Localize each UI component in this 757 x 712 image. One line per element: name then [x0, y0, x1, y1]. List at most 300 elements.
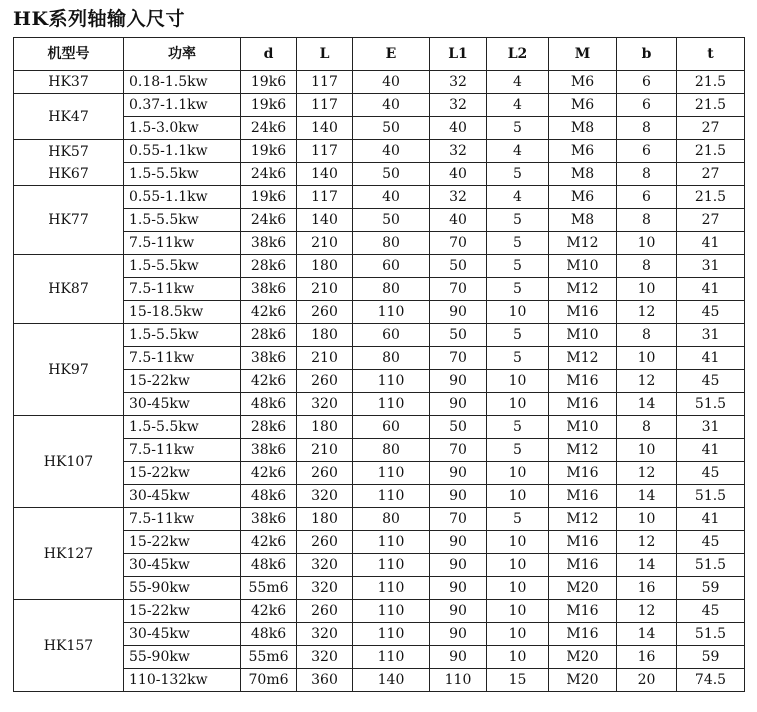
cell-m: M6: [549, 186, 617, 209]
cell-b: 14: [617, 623, 677, 646]
cell-l1: 90: [430, 393, 487, 416]
cell-b: 12: [617, 462, 677, 485]
cell-l2: 5: [487, 347, 549, 370]
header-cell-l2: L2: [487, 38, 549, 71]
table-row: [14, 439, 745, 462]
cell-m: M6: [549, 94, 617, 117]
cell-l1: 50: [430, 324, 487, 347]
cell-l1: 32: [430, 94, 487, 117]
cell-power: 15-22kw: [124, 600, 241, 623]
cell-m: M6: [549, 71, 617, 94]
cell-b: 6: [617, 71, 677, 94]
cell-l2: 5: [487, 439, 549, 462]
cell-d: 19k6: [241, 71, 297, 94]
cell-l: 140: [297, 209, 353, 232]
table-row: [14, 347, 745, 370]
cell-l1: 90: [430, 600, 487, 623]
cell-d: 28k6: [241, 416, 297, 439]
table-row: [14, 370, 745, 393]
model-cell: [14, 255, 124, 324]
table-row: [14, 140, 745, 163]
cell-e: 80: [353, 347, 430, 370]
cell-d: 42k6: [241, 301, 297, 324]
cell-t: 45: [677, 301, 745, 324]
cell-t: 21.5: [677, 94, 745, 117]
cell-m: M16: [549, 393, 617, 416]
table-row: [14, 646, 745, 669]
cell-l1: 50: [430, 255, 487, 278]
cell-m: M16: [549, 485, 617, 508]
cell-l: 210: [297, 347, 353, 370]
cell-l1: 70: [430, 439, 487, 462]
table-row: [14, 393, 745, 416]
cell-l: 180: [297, 324, 353, 347]
cell-l: 140: [297, 117, 353, 140]
cell-t: 59: [677, 577, 745, 600]
cell-m: M16: [549, 370, 617, 393]
cell-m: M12: [549, 508, 617, 531]
table-row: [14, 554, 745, 577]
header-cell-d: d: [241, 38, 297, 71]
cell-l1: 90: [430, 554, 487, 577]
cell-b: 12: [617, 600, 677, 623]
cell-l1: 90: [430, 531, 487, 554]
cell-d: 38k6: [241, 439, 297, 462]
cell-l2: 4: [487, 94, 549, 117]
cell-b: 12: [617, 531, 677, 554]
cell-l2: 10: [487, 301, 549, 324]
cell-e: 80: [353, 232, 430, 255]
model-name: HK57: [48, 143, 89, 160]
cell-power: 7.5-11kw: [124, 347, 241, 370]
cell-b: 20: [617, 669, 677, 692]
cell-d: 38k6: [241, 347, 297, 370]
cell-l: 180: [297, 416, 353, 439]
cell-l2: 10: [487, 554, 549, 577]
model-cell: [14, 324, 124, 416]
cell-l2: 5: [487, 324, 549, 347]
cell-m: M10: [549, 255, 617, 278]
table-row: [14, 163, 745, 186]
cell-power: 0.18-1.5kw: [124, 71, 241, 94]
cell-l: 117: [297, 140, 353, 163]
cell-b: 8: [617, 255, 677, 278]
cell-l1: 32: [430, 71, 487, 94]
model-name: HK127: [43, 545, 94, 562]
cell-power: 1.5-5.5kw: [124, 209, 241, 232]
cell-t: 41: [677, 508, 745, 531]
cell-t: 51.5: [677, 485, 745, 508]
cell-m: M12: [549, 439, 617, 462]
page-title: HK系列轴输入尺寸: [13, 8, 185, 30]
cell-power: 15-22kw: [124, 370, 241, 393]
cell-d: 48k6: [241, 393, 297, 416]
model-cell: [14, 71, 124, 94]
cell-b: 12: [617, 370, 677, 393]
cell-d: 55m6: [241, 646, 297, 669]
cell-l2: 10: [487, 462, 549, 485]
cell-t: 41: [677, 439, 745, 462]
cell-t: 45: [677, 462, 745, 485]
cell-l: 320: [297, 554, 353, 577]
cell-e: 110: [353, 623, 430, 646]
cell-m: M16: [549, 531, 617, 554]
cell-l: 117: [297, 186, 353, 209]
cell-e: 50: [353, 163, 430, 186]
model-name: HK87: [48, 281, 89, 297]
cell-e: 40: [353, 140, 430, 163]
table-row: [14, 186, 745, 209]
model-name: HK97: [48, 361, 89, 378]
cell-l2: 10: [487, 600, 549, 623]
cell-power: 55-90kw: [124, 577, 241, 600]
model-name: HK67: [48, 165, 89, 182]
cell-t: 45: [677, 600, 745, 623]
cell-b: 10: [617, 347, 677, 370]
cell-l2: 5: [487, 508, 549, 531]
cell-power: 15-22kw: [124, 462, 241, 485]
header-row: [14, 38, 745, 71]
cell-power: 1.5-5.5kw: [124, 163, 241, 186]
cell-b: 14: [617, 554, 677, 577]
cell-l1: 40: [430, 163, 487, 186]
cell-e: 80: [353, 439, 430, 462]
cell-b: 6: [617, 140, 677, 163]
model-name: HK77: [48, 212, 89, 228]
cell-e: 110: [353, 646, 430, 669]
cell-t: 45: [677, 370, 745, 393]
cell-m: M10: [549, 416, 617, 439]
cell-l1: 50: [430, 416, 487, 439]
cell-l1: 70: [430, 278, 487, 301]
header-cell-l1: L1: [430, 38, 487, 71]
cell-power: 0.55-1.1kw: [124, 140, 241, 163]
model-cell: [14, 600, 124, 692]
cell-e: 140: [353, 669, 430, 692]
cell-d: 70m6: [241, 669, 297, 692]
cell-l: 320: [297, 393, 353, 416]
cell-l1: 110: [430, 669, 487, 692]
table-row: [14, 71, 745, 94]
cell-l1: 90: [430, 301, 487, 324]
cell-l2: 15: [487, 669, 549, 692]
cell-power: 30-45kw: [124, 393, 241, 416]
cell-l1: 70: [430, 232, 487, 255]
cell-l2: 5: [487, 163, 549, 186]
cell-power: 15-22kw: [124, 531, 241, 554]
cell-e: 60: [353, 416, 430, 439]
cell-power: 0.55-1.1kw: [124, 186, 241, 209]
cell-e: 40: [353, 94, 430, 117]
table-row: [14, 209, 745, 232]
cell-power: 1.5-3.0kw: [124, 117, 241, 140]
cell-m: M20: [549, 646, 617, 669]
cell-b: 16: [617, 577, 677, 600]
cell-t: 27: [677, 117, 745, 140]
cell-l2: 5: [487, 416, 549, 439]
cell-l: 260: [297, 301, 353, 324]
cell-l1: 32: [430, 186, 487, 209]
cell-l: 320: [297, 485, 353, 508]
cell-power: 7.5-11kw: [124, 439, 241, 462]
cell-power: 30-45kw: [124, 554, 241, 577]
model-cell: [14, 508, 124, 600]
cell-l1: 90: [430, 577, 487, 600]
cell-d: 38k6: [241, 508, 297, 531]
cell-e: 110: [353, 485, 430, 508]
cell-m: M8: [549, 117, 617, 140]
cell-e: 110: [353, 600, 430, 623]
model-name: HK157: [43, 637, 94, 654]
cell-l2: 5: [487, 255, 549, 278]
table-row: [14, 232, 745, 255]
cell-b: 14: [617, 393, 677, 416]
cell-l2: 10: [487, 646, 549, 669]
table-row: [14, 117, 745, 140]
cell-power: 1.5-5.5kw: [124, 324, 241, 347]
cell-l1: 70: [430, 347, 487, 370]
cell-l2: 10: [487, 623, 549, 646]
cell-l: 140: [297, 163, 353, 186]
cell-d: 38k6: [241, 232, 297, 255]
cell-d: 24k6: [241, 209, 297, 232]
table-row: [14, 577, 745, 600]
table-row: [14, 669, 745, 692]
cell-l1: 90: [430, 646, 487, 669]
cell-l: 320: [297, 623, 353, 646]
cell-l: 210: [297, 232, 353, 255]
cell-power: 7.5-11kw: [124, 232, 241, 255]
cell-l2: 5: [487, 278, 549, 301]
cell-t: 74.5: [677, 669, 745, 692]
cell-d: 24k6: [241, 163, 297, 186]
cell-b: 10: [617, 278, 677, 301]
cell-m: M16: [549, 462, 617, 485]
cell-power: 1.5-5.5kw: [124, 255, 241, 278]
cell-l: 210: [297, 439, 353, 462]
cell-m: M16: [549, 623, 617, 646]
header-cell-model: 机型号: [14, 38, 124, 71]
header-cell-e: E: [353, 38, 430, 71]
cell-l2: 10: [487, 393, 549, 416]
table-row: [14, 301, 745, 324]
cell-l1: 90: [430, 462, 487, 485]
cell-l: 117: [297, 94, 353, 117]
cell-l: 260: [297, 531, 353, 554]
cell-d: 19k6: [241, 186, 297, 209]
table-row: [14, 485, 745, 508]
cell-m: M20: [549, 577, 617, 600]
model-name: HK47: [48, 108, 89, 125]
header-cell-m: M: [549, 38, 617, 71]
cell-l1: 90: [430, 370, 487, 393]
cell-l: 360: [297, 669, 353, 692]
cell-l2: 5: [487, 117, 549, 140]
cell-b: 10: [617, 232, 677, 255]
cell-d: 24k6: [241, 117, 297, 140]
cell-l2: 5: [487, 232, 549, 255]
cell-t: 31: [677, 416, 745, 439]
cell-t: 41: [677, 278, 745, 301]
table-row: [14, 94, 745, 117]
table-row: [14, 278, 745, 301]
cell-power: 30-45kw: [124, 485, 241, 508]
cell-b: 6: [617, 186, 677, 209]
cell-power: 55-90kw: [124, 646, 241, 669]
cell-e: 110: [353, 370, 430, 393]
cell-e: 60: [353, 324, 430, 347]
cell-l: 180: [297, 508, 353, 531]
cell-l2: 4: [487, 186, 549, 209]
table-row: [14, 416, 745, 439]
cell-l1: 90: [430, 623, 487, 646]
cell-e: 80: [353, 278, 430, 301]
cell-d: 28k6: [241, 255, 297, 278]
cell-d: 42k6: [241, 462, 297, 485]
table-row: [14, 462, 745, 485]
cell-m: M16: [549, 554, 617, 577]
cell-d: 42k6: [241, 600, 297, 623]
cell-d: 19k6: [241, 94, 297, 117]
header-cell-t: t: [677, 38, 745, 71]
cell-d: 48k6: [241, 554, 297, 577]
cell-m: M8: [549, 209, 617, 232]
header-cell-power: 功率: [124, 38, 241, 71]
cell-d: 28k6: [241, 324, 297, 347]
table-body: [14, 71, 745, 692]
cell-e: 50: [353, 209, 430, 232]
cell-b: 10: [617, 439, 677, 462]
cell-e: 60: [353, 255, 430, 278]
cell-l2: 5: [487, 209, 549, 232]
cell-e: 40: [353, 186, 430, 209]
cell-l2: 10: [487, 577, 549, 600]
cell-l: 320: [297, 577, 353, 600]
cell-d: 38k6: [241, 278, 297, 301]
cell-m: M16: [549, 600, 617, 623]
cell-e: 110: [353, 531, 430, 554]
dimension-table: [13, 37, 745, 692]
cell-e: 50: [353, 117, 430, 140]
cell-l1: 32: [430, 140, 487, 163]
cell-t: 31: [677, 324, 745, 347]
cell-t: 27: [677, 163, 745, 186]
cell-t: 45: [677, 531, 745, 554]
cell-t: 41: [677, 347, 745, 370]
table-row: [14, 531, 745, 554]
cell-d: 42k6: [241, 370, 297, 393]
cell-b: 16: [617, 646, 677, 669]
cell-t: 59: [677, 646, 745, 669]
cell-power: 7.5-11kw: [124, 508, 241, 531]
model-name: HK37: [48, 74, 89, 90]
cell-e: 110: [353, 462, 430, 485]
cell-b: 14: [617, 485, 677, 508]
cell-l1: 40: [430, 117, 487, 140]
cell-l: 210: [297, 278, 353, 301]
cell-d: 55m6: [241, 577, 297, 600]
cell-e: 80: [353, 508, 430, 531]
cell-l: 260: [297, 370, 353, 393]
cell-e: 110: [353, 554, 430, 577]
cell-l2: 10: [487, 485, 549, 508]
cell-m: M16: [549, 301, 617, 324]
header-cell-b: b: [617, 38, 677, 71]
table-row: [14, 324, 745, 347]
cell-t: 21.5: [677, 140, 745, 163]
cell-t: 41: [677, 232, 745, 255]
cell-power: 0.37-1.1kw: [124, 94, 241, 117]
cell-l: 180: [297, 255, 353, 278]
cell-t: 21.5: [677, 71, 745, 94]
model-cell: [14, 416, 124, 508]
table-row: [14, 508, 745, 531]
cell-b: 12: [617, 301, 677, 324]
cell-m: M12: [549, 278, 617, 301]
cell-power: 110-132kw: [124, 669, 241, 692]
cell-l: 117: [297, 71, 353, 94]
cell-d: 48k6: [241, 485, 297, 508]
model-cell: [14, 140, 124, 186]
cell-b: 8: [617, 163, 677, 186]
cell-e: 110: [353, 393, 430, 416]
cell-d: 48k6: [241, 623, 297, 646]
cell-l: 260: [297, 462, 353, 485]
model-name: HK107: [43, 453, 94, 470]
cell-l2: 10: [487, 531, 549, 554]
cell-b: 8: [617, 324, 677, 347]
cell-m: M12: [549, 347, 617, 370]
cell-e: 40: [353, 71, 430, 94]
cell-l2: 4: [487, 71, 549, 94]
cell-t: 31: [677, 255, 745, 278]
cell-e: 110: [353, 301, 430, 324]
cell-l1: 70: [430, 508, 487, 531]
cell-power: 15-18.5kw: [124, 301, 241, 324]
cell-t: 51.5: [677, 623, 745, 646]
model-cell: [14, 94, 124, 140]
cell-power: 30-45kw: [124, 623, 241, 646]
cell-l2: 4: [487, 140, 549, 163]
cell-b: 8: [617, 209, 677, 232]
cell-l1: 40: [430, 209, 487, 232]
model-cell: [14, 186, 124, 255]
cell-t: 51.5: [677, 393, 745, 416]
cell-m: M12: [549, 232, 617, 255]
cell-m: M10: [549, 324, 617, 347]
cell-b: 8: [617, 117, 677, 140]
table-row: [14, 600, 745, 623]
table-row: [14, 623, 745, 646]
cell-l: 320: [297, 646, 353, 669]
cell-t: 27: [677, 209, 745, 232]
cell-e: 110: [353, 577, 430, 600]
cell-power: 7.5-11kw: [124, 278, 241, 301]
header-cell-l: L: [297, 38, 353, 71]
cell-t: 21.5: [677, 186, 745, 209]
cell-d: 19k6: [241, 140, 297, 163]
cell-power: 1.5-5.5kw: [124, 416, 241, 439]
cell-l: 260: [297, 600, 353, 623]
cell-d: 42k6: [241, 531, 297, 554]
cell-l1: 90: [430, 485, 487, 508]
cell-b: 8: [617, 416, 677, 439]
cell-m: M20: [549, 669, 617, 692]
cell-l2: 10: [487, 370, 549, 393]
cell-m: M6: [549, 140, 617, 163]
cell-b: 6: [617, 94, 677, 117]
cell-m: M8: [549, 163, 617, 186]
